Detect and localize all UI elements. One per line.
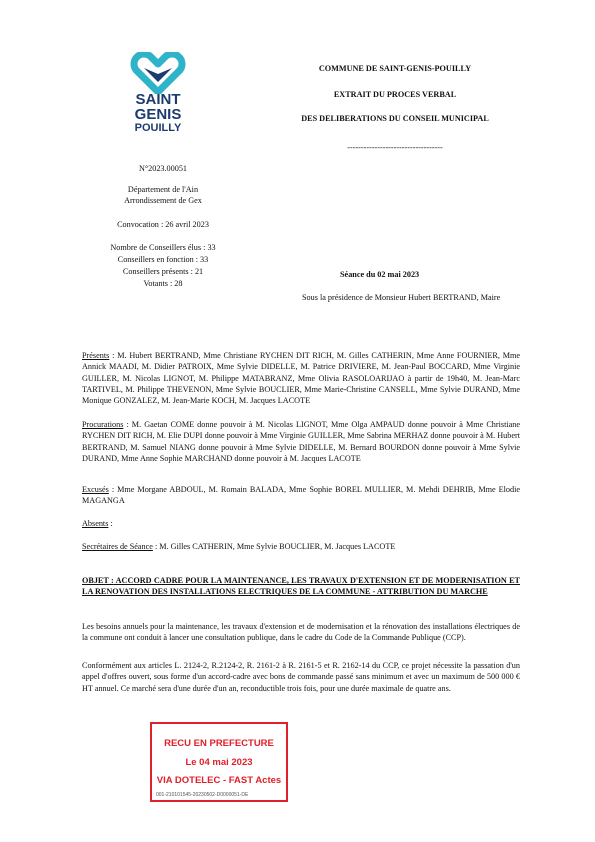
commune-name: COMMUNE DE SAINT-GENIS-POUILLY	[318, 64, 472, 73]
excuses-text: : Mme Morgane ABDOUL, M. Romain BALADA, Mme Sophie BOREL MULLIER, M. Mehdi DEHRIB, Mme Elodie MAGANGA	[82, 485, 520, 506]
saint-genis-pouilly-logo	[128, 52, 188, 94]
seance-presidence: Sous la présidence de Monsieur Hubert BERTRAND, Maire	[302, 293, 501, 302]
convocation-date: Convocation : 26 avril 2023	[117, 220, 209, 229]
logo-line-genis: GENIS	[134, 106, 182, 123]
procurations-paragraph	[82, 419, 520, 464]
logo-line-saint: SAINT	[135, 91, 181, 108]
presents-label: Présents	[82, 351, 110, 360]
stamp-line-4: 001-210101545-20230502-D0000051-DE	[156, 792, 249, 798]
document-subtitle: DES DELIBERATIONS DU CONSEIL MUNICIPAL	[301, 114, 489, 123]
presents-text: : M. Hubert BERTRAND, Mme Christiane RYCHEN DIT RICH, M. Gilles CATHERIN, Mme Anne FOURNIER, Mme Annick MAADI, M. Didier PATROIX, Mme Sylvie DIDELLE, M. Patrice DRIVIERE, M. Jean-Paul BOCCARD, Mme Virginie GUILLER, M. Nicolas LIGNOT, M. Philippe MATABRANZ, Mme Olivia RASOLOARIJAO à partir de 19h40, M. Jean-Marc TARTIVEL, M. Philippe THEVENON, Mme Sylvie BOUCLIER, Mme Marie-Christine CANSELL, Mme Sylvie DURAND, Mme Monique GONZALEZ, M. Jean-Marie KOCH, M. Jacques LACOTE	[82, 351, 520, 406]
body-paragraph-1: Les besoins annuels pour la maintenance, les travaux d'extension et de modernisation et la rénovation des installations électriques de la commune ont conduit à lancer une consultation publique, dans le cadre du Code de la Commande Publique (CCP).	[82, 622, 520, 643]
objet-label: OBJET :	[82, 576, 114, 585]
document-title: EXTRAIT DU PROCES VERBAL	[333, 90, 457, 99]
excuses-paragraph	[82, 484, 520, 507]
header-separator: -----------------------------------	[347, 143, 443, 152]
absents-paragraph	[82, 518, 520, 529]
conseillers-elus: Nombre de Conseillers élus : 33	[110, 243, 216, 252]
excuses-label: Excusés	[82, 485, 109, 494]
absents-text: :	[108, 519, 113, 528]
procurations-text: : M. Gaetan COME donne pouvoir à M. Nicolas LIGNOT, Mme Olga AMPAUD donne pouvoir à Mme Christiane RYCHEN DIT RICH, M. Elie DUPI donne pouvoir à Mme Virginie GUILLER, Mme Sabrina MERHAZ donne pouvoir à M. Hubert BERTRAND, M. Samuel NIANG donne pouvoir à Mme Sylvie DIDELLE, M. Bernard BOURDON donne pouvoir à Mme Sylvie DURAND, Mme Anne Sophie MARCHAND donne pouvoir à M. Jacques LACOTE	[82, 420, 520, 463]
secretaires-label: Secrétaires de Séance	[82, 542, 153, 551]
seance-date: Séance du 02 mai 2023	[340, 270, 420, 279]
absents-label: Absents	[82, 519, 109, 528]
conseillers-en-fonction: Conseillers en fonction : 33	[117, 255, 209, 264]
prefecture-stamp	[150, 722, 288, 802]
logo-line-pouilly: POUILLY	[134, 122, 182, 134]
stamp-line-2: Le 04 mai 2023	[185, 757, 253, 768]
presents-paragraph	[82, 350, 520, 406]
secretaires-paragraph	[82, 541, 520, 552]
procurations-label: Procurations	[82, 420, 124, 429]
arrondissement: Arrondissement de Gex	[124, 196, 202, 205]
logo-wordmark	[128, 92, 188, 134]
secretaires-text: : M. Gilles CATHERIN, Mme Sylvie BOUCLIER, M. Jacques LACOTE	[152, 542, 396, 551]
objet-paragraph	[82, 575, 520, 598]
stamp-line-3: VIA DOTELEC - FAST Actes	[156, 775, 282, 786]
objet-text: ACCORD CADRE POUR LA MAINTENANCE, LES TRAVAUX D'EXTENSION ET DE MODERNISATION ET LA RENOVATION DES INSTALLATIONS ELECTRIQUES DE LA COMMUNE - ATTRIBUTION DU MARCHE	[82, 576, 520, 597]
votants: Votants : 28	[143, 279, 183, 288]
deliberation-number: N°2023.00051	[138, 164, 188, 173]
body-paragraph-2: Conformément aux articles L. 2124-2, R.2124-2, R. 2161-2 à R. 2161-5 et R. 2162-14 du CCP, ce projet nécessite la passation d'un appel d'offres ouvert, sous forme d'un accord-cadre avec bons de commande passé sans minimum et avec un maximum de 500 000 € HT annuel. Ce marché sera d'une durée d'un an, reconductible trois fois, pour une durée maximale de quatre ans.	[82, 661, 520, 693]
departement: Département de l'Ain	[127, 185, 199, 194]
conseillers-presents: Conseillers présents : 21	[122, 267, 204, 276]
stamp-line-1: RECU EN PREFECTURE	[164, 738, 274, 749]
